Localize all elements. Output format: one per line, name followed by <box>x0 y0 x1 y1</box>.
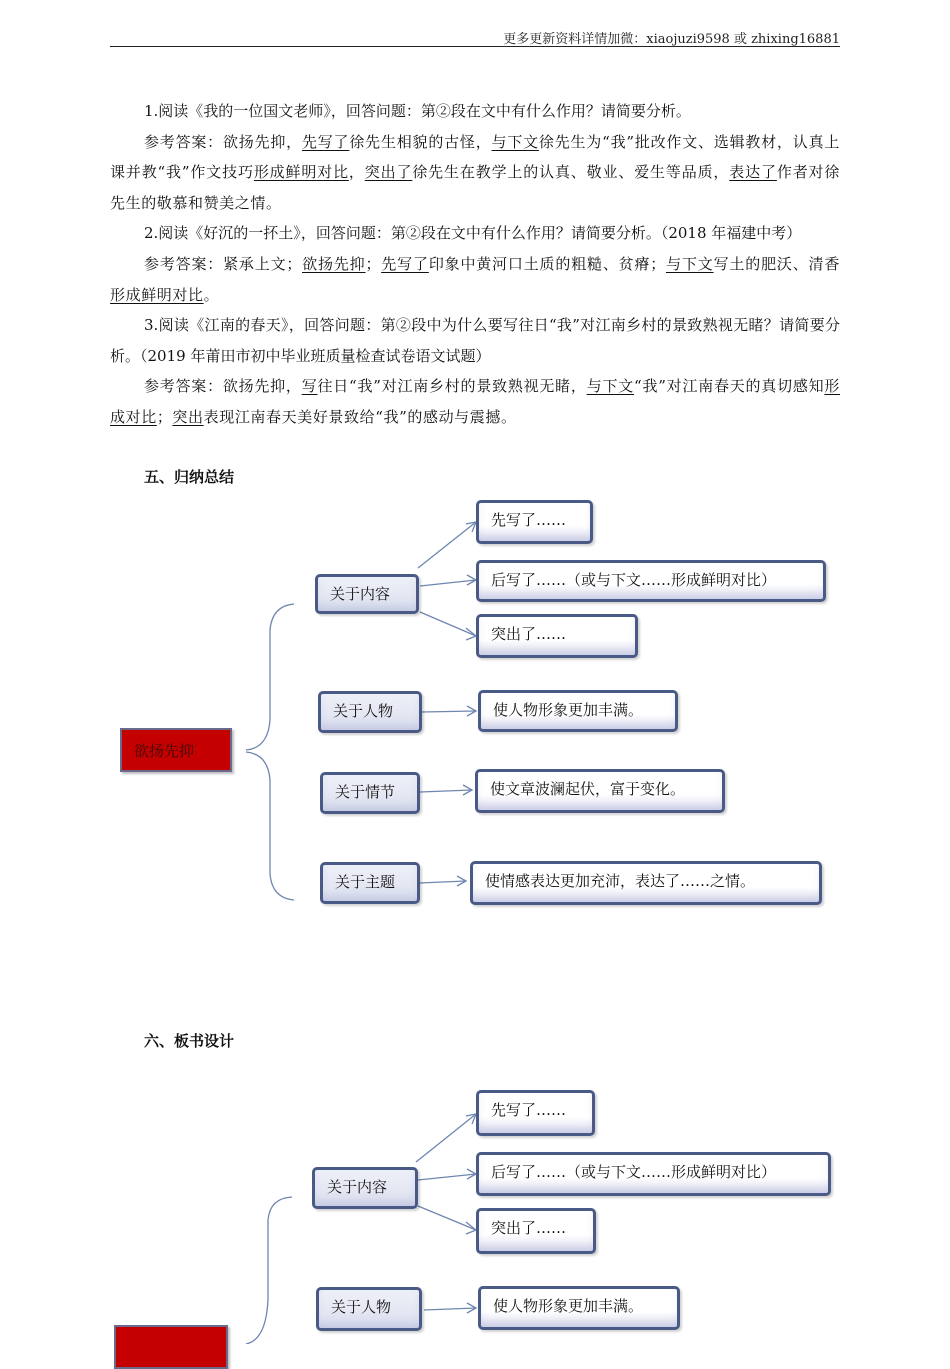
section-title-summary: 五、归纳总结 <box>144 468 235 486</box>
answer-text: 写土的肥沃、清香 <box>713 254 840 273</box>
content-item-2-3: 突出了…… <box>476 1208 596 1254</box>
question-3: 3.阅读《江南的春天》，回答问题：第②段中为什么要写往日“我”对江南乡村的景致熟视无睹？请简要分析。（2019 年莆田市初中毕业班质量检查试卷语文试题） <box>110 316 840 365</box>
answer-keyword: 突出 <box>172 407 204 426</box>
answer-text: 印象中黄河口土质的粗糙、贫瘠； <box>428 254 666 273</box>
plot-item: 使文章波澜起伏，富于变化。 <box>475 769 725 813</box>
character-node-2: 关于人物 <box>316 1287 422 1331</box>
content-item-1: 先写了…… <box>476 500 593 544</box>
answer-keyword: 欲扬先抑 <box>302 254 366 273</box>
answer-keyword: 形成对比 <box>110 377 840 426</box>
answer-1 <box>110 127 840 219</box>
answer-keyword: 突出了 <box>364 163 413 182</box>
header-text: 更多更新资料详情加微：xiaojuzi9598 或 zhixing16881 <box>503 32 840 47</box>
character-node: 关于人物 <box>318 691 422 733</box>
section-title-board: 六、板书设计 <box>144 1032 235 1050</box>
header-divider <box>110 46 840 47</box>
arrow-content-3 <box>420 612 476 636</box>
arrow-character <box>422 711 476 712</box>
answer-text: 往日“我”对江南乡村的景致熟视无睹， <box>317 377 587 396</box>
plot-node: 关于情节 <box>320 772 420 814</box>
character-item: 使人物形象更加丰满。 <box>478 690 678 732</box>
answer-keyword: 与下文 <box>665 254 714 273</box>
arrow-content-2 <box>420 580 476 586</box>
answer-text: 徐先生相貌的古怪， <box>349 132 492 151</box>
content-node-2: 关于内容 <box>312 1167 418 1209</box>
answer-keyword: 写 <box>301 377 318 396</box>
question-1: 1.阅读《我的一位国文老师》，回答问题：第②段在文中有什么作用？请简要分析。 <box>144 102 691 120</box>
answer-text: 参考答案：紧承上文； <box>144 254 302 273</box>
answer-text: “我”对江南春天的真切感知 <box>634 377 825 396</box>
answer-keyword: 表达了 <box>729 163 777 182</box>
bracket-upper-2 <box>246 1197 292 1344</box>
questions-block <box>110 96 840 433</box>
answer-text: 参考答案：欲扬先抑， <box>144 377 302 396</box>
answer-keyword: 形成鲜明对比 <box>110 285 204 304</box>
question-2: 2.阅读《好沉的一抔土》，回答问题：第②段在文中有什么作用？请简要分析。（2018 年福建中考） <box>144 224 802 243</box>
answer-text: 徐先生在教学上的认真、敬业、爱生等品质， <box>412 163 730 182</box>
answer-text: ； <box>365 254 382 273</box>
bracket-lower <box>246 752 294 900</box>
answer-keyword: 先写了 <box>301 132 350 151</box>
answer-text: 徐先生为“我”批改作文、选辑教材，认真上课并教“我”作文技巧 <box>110 132 840 182</box>
root-node: 欲扬先抑 <box>120 728 232 772</box>
arrow2-content-2 <box>418 1174 476 1180</box>
theme-node: 关于主题 <box>320 862 420 904</box>
arrow2-content-3 <box>418 1206 476 1230</box>
answer-text: 表现江南春天美好景致给“我”的感动与震撼。 <box>203 407 517 426</box>
answer-text: 参考答案：欲扬先抑， <box>144 132 302 151</box>
arrow-plot <box>420 790 472 792</box>
answer-keyword: 与下文 <box>586 377 635 396</box>
arrow2-character <box>424 1308 476 1310</box>
arrow-theme <box>420 881 466 883</box>
answer-text: ， <box>348 163 365 182</box>
answer-keyword: 与下文 <box>491 132 539 151</box>
arrow2-content-1 <box>416 1114 476 1162</box>
root-node-2 <box>114 1325 228 1369</box>
content-item-2-2: 后写了……（或与下文……形成鲜明对比） <box>476 1152 831 1196</box>
content-item-2-1: 先写了…… <box>476 1090 595 1136</box>
answer-text: 。 <box>203 285 220 304</box>
arrow-content-1 <box>418 522 476 568</box>
answer-keyword: 先写了 <box>381 254 429 273</box>
answer-text: ； <box>156 407 173 426</box>
answer-2 <box>110 249 840 310</box>
content-item-2: 后写了……（或与下文……形成鲜明对比） <box>476 560 826 602</box>
content-item-3: 突出了…… <box>476 614 638 658</box>
character-item-2: 使人物形象更加丰满。 <box>478 1286 680 1330</box>
answer-text: 作者对徐先生的敬慕和赞美之情。 <box>110 163 840 212</box>
bracket-upper <box>246 604 294 750</box>
content-node: 关于内容 <box>315 574 419 614</box>
answer-keyword: 形成鲜明对比 <box>253 163 349 182</box>
answer-3 <box>110 371 840 432</box>
theme-item: 使情感表达更加充沛，表达了……之情。 <box>470 861 822 905</box>
